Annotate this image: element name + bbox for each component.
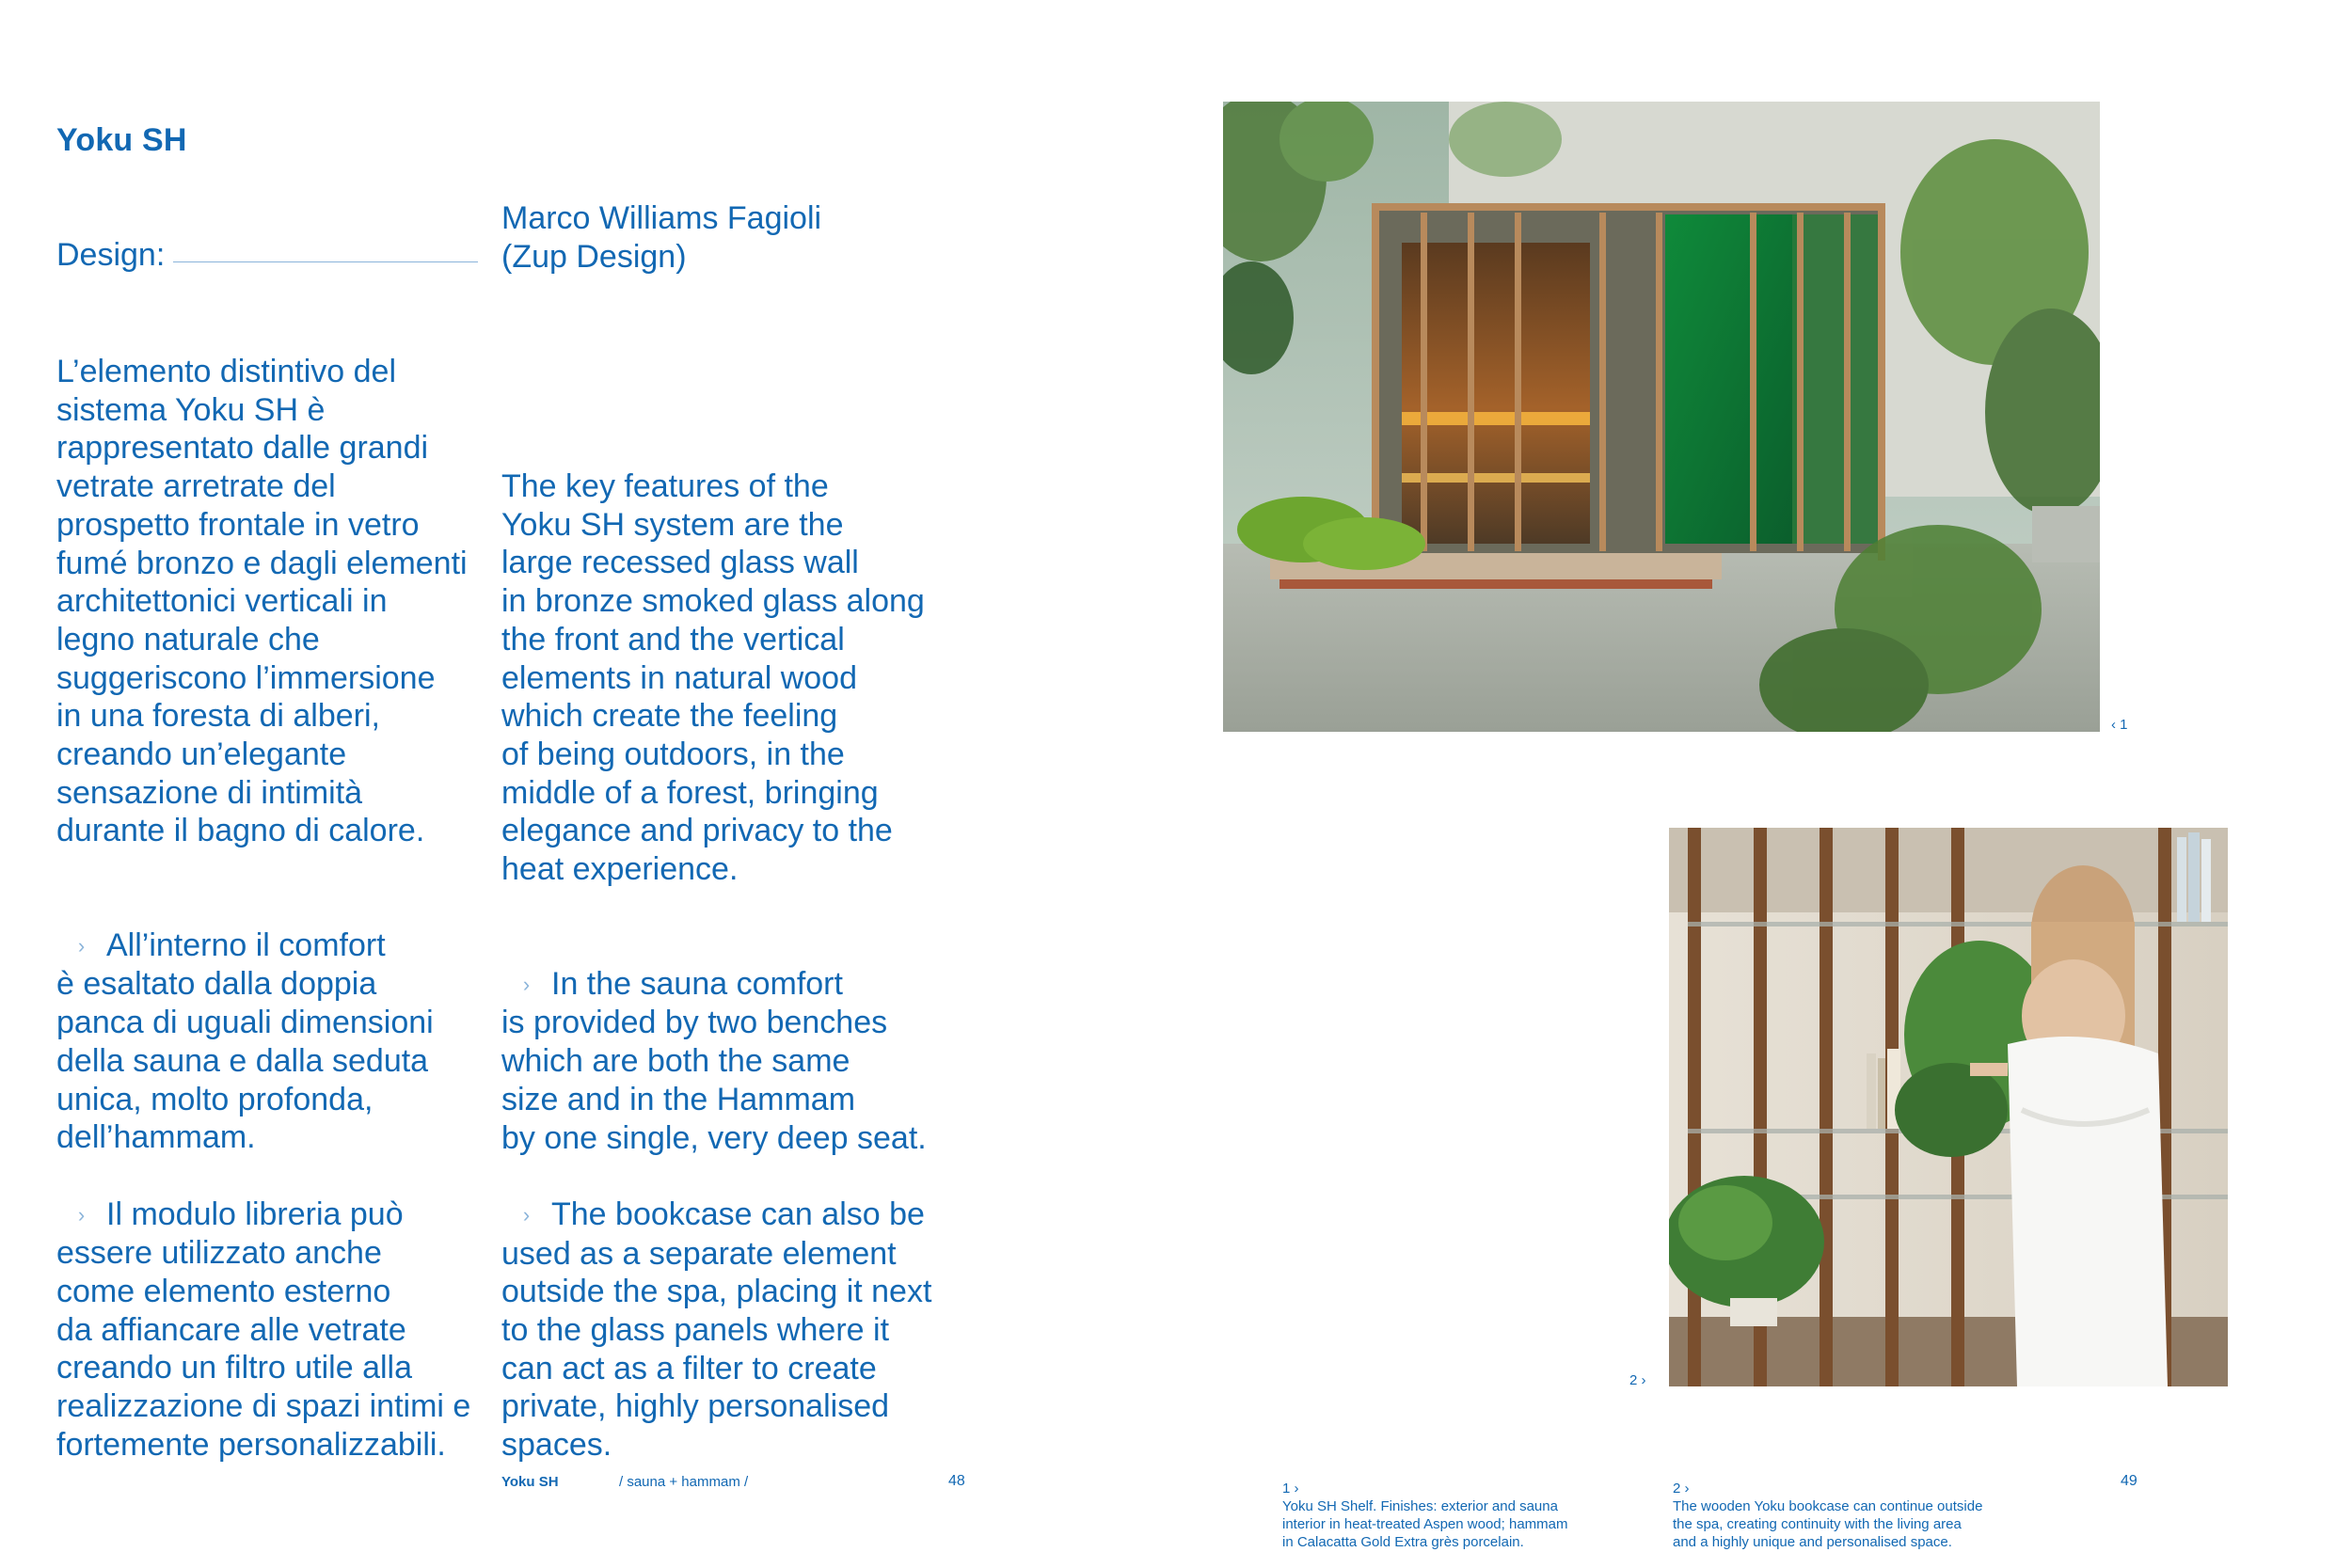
english-paragraphs-2-3 <box>501 927 953 1503</box>
english-paragraph-2-lead: In the sauna comfort <box>551 965 843 1002</box>
image-1-index: ‹ 1 <box>2111 717 2128 733</box>
image-2-index: 2 › <box>1629 1372 1646 1388</box>
english-paragraph-1: The key features of the Yoku SH system are the large recessed glass wall in bronze smoked glass along the front and the vertical elements in natural wood which create the feeling of being outdoors, in the middle of a forest, bringing elegance and privacy to the heat experience. <box>501 468 925 888</box>
english-paragraph-3-rest: used as a separate element outside the spa, placing it next to the glass panels where it can act as a filter to create private, highly personalised spaces. <box>501 1235 932 1464</box>
design-label: Design: <box>56 237 166 273</box>
italian-paragraph-3-lead: Il modulo libreria può <box>106 1196 404 1232</box>
italian-paragraph-2 <box>56 927 489 1157</box>
page-title: Yoku SH <box>56 122 187 158</box>
footer-title: Yoku SH <box>501 1474 559 1490</box>
footer-category: / sauna + hammam / <box>619 1474 749 1490</box>
bullet-chevron-icon: › <box>522 1202 531 1227</box>
italian-paragraph-3-rest: essere utilizzato anche come elemento esterno da affiancare alle vetrate creando un filtro utile alla realizzazione di spazi intimi e fortemente personalizzabili. <box>56 1235 471 1463</box>
page-number-left: 48 <box>948 1473 965 1489</box>
caption-2 <box>1673 1480 2030 1551</box>
design-rule <box>173 261 478 262</box>
italian-paragraph-1: L’elemento distintivo del sistema Yoku SH è rappresentato dalle grandi vetrate arretrate del prospetto frontale in vetro fumé bronzo e dagli elementi architettonici verticali in legno naturale che suggeriscono l’immersione in una foresta di alberi, creando un’elegante sensazione di intimità durante il bagno di calore. <box>56 354 468 849</box>
english-paragraph-3 <box>501 1196 953 1465</box>
english-paragraph-2 <box>501 965 953 1158</box>
bookcase-photo <box>1669 828 2228 1386</box>
italian-paragraph-2-rest: è esaltato dalla doppia panca di uguali dimensioni della sauna e dalla seduta unica, molto profonda, dell’hammam. <box>56 966 434 1156</box>
caption-1 <box>1282 1480 1640 1551</box>
caption-1-index: 1 › <box>1282 1481 1299 1497</box>
english-paragraph-2-rest: is provided by two benches which are both the same size and in the Hammam by one single, very deep seat. <box>501 1005 927 1156</box>
sauna-photo <box>1223 102 2100 732</box>
bullet-chevron-icon: › <box>522 972 531 996</box>
bookcase-photo-illustration <box>1669 828 2228 1386</box>
bullet-chevron-icon: › <box>77 933 86 958</box>
designer-name-line1: Marco Williams Fagioli <box>501 200 822 236</box>
bullet-chevron-icon: › <box>77 1202 86 1227</box>
italian-paragraph-2-lead: All’interno il comfort <box>106 927 386 963</box>
english-paragraph-3-lead: The bookcase can also be <box>551 1196 925 1232</box>
caption-2-index: 2 › <box>1673 1481 1690 1497</box>
italian-paragraphs-2-3 <box>56 888 489 1502</box>
caption-2-text: The wooden Yoku bookcase can continue outside the spa, creating continuity with the living area and a highly unique and personalised space. <box>1673 1498 1983 1550</box>
designer-name <box>501 199 821 277</box>
caption-1-text: Yoku SH Shelf. Finishes: exterior and sauna interior in heat-treated Aspen wood; hammam in Calacatta Gold Extra grès porcelain. <box>1282 1498 1568 1550</box>
page-number-right: 49 <box>2121 1473 2137 1489</box>
italian-paragraph-3 <box>56 1196 489 1465</box>
sauna-photo-illustration <box>1223 102 2100 732</box>
designer-name-line2: (Zup Design) <box>501 239 687 275</box>
